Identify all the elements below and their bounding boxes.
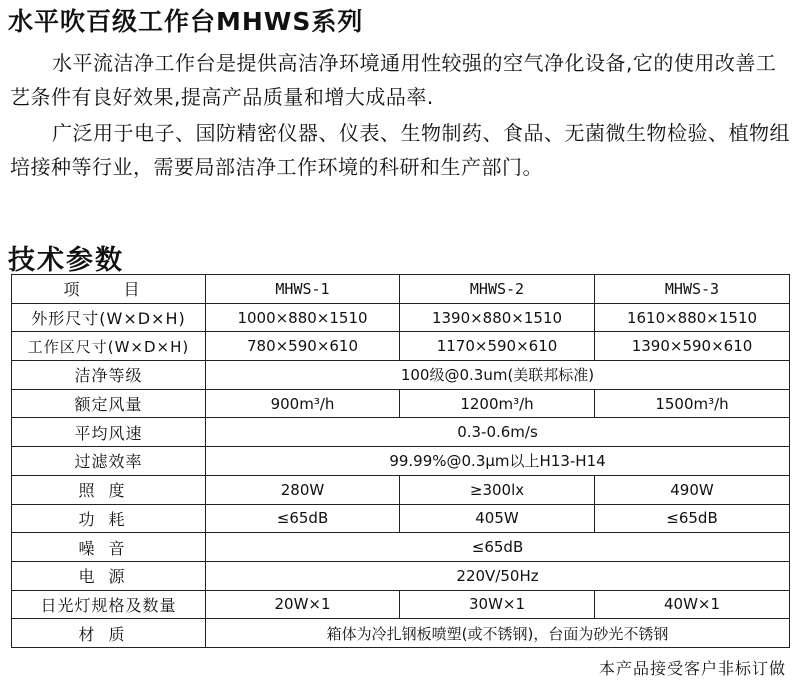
table-header-row <box>12 275 790 304</box>
table-row <box>12 447 790 476</box>
table-cell: 220V/50Hz <box>206 561 790 590</box>
table-cell: 1000×880×1510 <box>206 303 400 332</box>
row-label: 日光灯规格及数量 <box>12 590 206 619</box>
table-cell: 箱体为冷扎钢板喷塑(或不锈钢)，台面为砂光不锈钢 <box>206 619 790 648</box>
table-row <box>12 619 790 648</box>
model-header: MHWS-2 <box>400 275 595 304</box>
model-header: MHWS-1 <box>206 275 400 304</box>
intro-text-2: 广泛用于电子、国防精密仪器、仪表、生物制药、食品、无菌微生物检验、植物组培接种等行业，需要局部洁净工作环境的科研和生产部门。 <box>10 121 790 179</box>
table-row <box>12 418 790 447</box>
row-label: 工作区尺寸(W×D×H) <box>12 332 206 361</box>
table-row <box>12 475 790 504</box>
table-row <box>12 332 790 361</box>
table-row <box>12 561 790 590</box>
specs-heading: 技术参数 <box>8 245 124 276</box>
table-row <box>12 389 790 418</box>
table-cell: 0.3-0.6m/s <box>206 418 790 447</box>
specs-table-body <box>12 275 790 648</box>
table-cell: 1390×880×1510 <box>400 303 595 332</box>
table-cell: 1610×880×1510 <box>595 303 790 332</box>
intro-text-1: 水平流洁净工作台是提供高洁净环境通用性较强的空气净化设备,它的使用改善工艺条件有良好效果,提高产品质量和增大成品率. <box>10 51 777 109</box>
header-label: 项 目 <box>12 275 206 304</box>
row-label: 过滤效率 <box>12 447 206 476</box>
row-label: 噪音 <box>12 533 206 562</box>
table-row <box>12 361 790 390</box>
intro-paragraph-2 <box>10 116 790 184</box>
table-cell: 405W <box>400 504 595 533</box>
table-row <box>12 590 790 619</box>
table-cell: 40W×1 <box>595 590 790 619</box>
table-cell: ≥300lx <box>400 475 595 504</box>
table-cell: 1170×590×610 <box>400 332 595 361</box>
row-label: 外形尺寸(W×D×H) <box>12 303 206 332</box>
intro-paragraph-1 <box>10 46 790 114</box>
table-row <box>12 303 790 332</box>
model-header: MHWS-3 <box>595 275 790 304</box>
table-cell: 1500m³/h <box>595 389 790 418</box>
row-label: 功耗 <box>12 504 206 533</box>
row-label: 额定风量 <box>12 389 206 418</box>
row-label: 平均风速 <box>12 418 206 447</box>
table-cell: 490W <box>595 475 790 504</box>
custom-order-note: 本产品接受客户非标订做 <box>598 659 786 678</box>
table-cell: ≤65dB <box>206 533 790 562</box>
table-cell: ≤65dB <box>206 504 400 533</box>
row-label: 照度 <box>12 475 206 504</box>
table-row <box>12 504 790 533</box>
table-cell: 280W <box>206 475 400 504</box>
table-cell: 30W×1 <box>400 590 595 619</box>
table-cell: 900m³/h <box>206 389 400 418</box>
page-title: 水平吹百级工作台MHWS系列 <box>8 7 364 36</box>
table-cell: 1390×590×610 <box>595 332 790 361</box>
table-cell: 100级@0.3um(美联邦标准) <box>206 361 790 390</box>
row-label: 电源 <box>12 561 206 590</box>
row-label: 洁净等级 <box>12 361 206 390</box>
table-cell: 1200m³/h <box>400 389 595 418</box>
specs-table <box>11 274 790 648</box>
table-cell: ≤65dB <box>595 504 790 533</box>
row-label: 材质 <box>12 619 206 648</box>
table-cell: 20W×1 <box>206 590 400 619</box>
table-cell: 99.99%@0.3μm以上H13-H14 <box>206 447 790 476</box>
table-cell: 780×590×610 <box>206 332 400 361</box>
table-row <box>12 533 790 562</box>
